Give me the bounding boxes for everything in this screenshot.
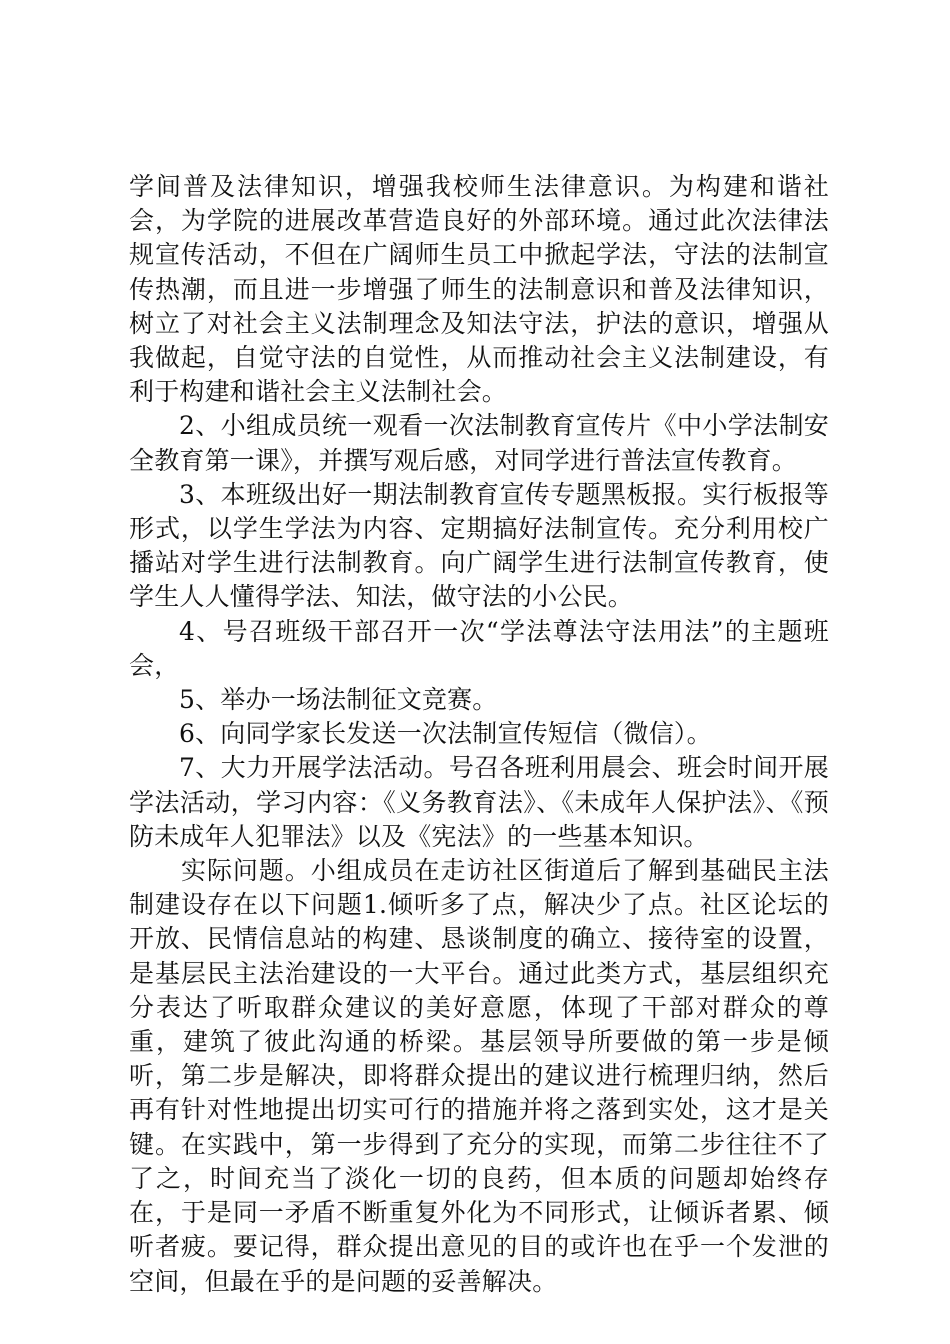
paragraph-intro-continuation: 学间普及法律知识，增强我校师生法律意识。为构建和谐社会，为学院的进展改革营造良好的外部环境。通过此次法律法规宣传活动，不但在广阔师生员工中掀起学法，守法的法制宣传热潮，而且进一步增强了师生的法制意识和普及法律知识，树立了对社会主义法制理念及知法守法，护法的意识，增强从我做起，自觉守法的自觉性，从而推动社会主义法制建设，有利于构建和谐社会主义法制社会。: [129, 172, 829, 407]
paragraph-item-6: 6、向同学家长发送一次法制宣传短信（微信）。: [179, 719, 712, 749]
paragraph-item-7: 7、大力开展学法活动。号召各班利用晨会、班会时间开展学法活动，学习内容：《义务教育法》、《未成年人保护法》、《预防未成年人犯罪法》以及《宪法》的一些基本知识。: [129, 753, 829, 851]
paragraph-item-2: 2、小组成员统一观看一次法制教育宣传片《中小学法制安全教育第一课》，并撰写观后感，对同学进行普法宣传教育。: [129, 411, 829, 475]
paragraph-practical-issues: 实际问题。小组成员在走访社区街道后了解到基础民主法制建设存在以下问题1.倾听多了点，解决少了点。社区论坛的开放、民情信息站的构建、恳谈制度的确立、接待室的设置，是基层民主法治建设的一大平台。通过此类方式，基层组织充分表达了听取群众建议的美好意愿，体现了干部对群众的尊重，建筑了彼此沟通的桥梁。基层领导所要做的第一步是倾听，第二步是解决，即将群众提出的建议进行梳理归纳，然后再有针对性地提出切实可行的措施并将之落到实处，这才是关键。在实践中，第一步得到了充分的实现，而第二步往往不了了之，时间充当了淡化一切的良药，但本质的问题却始终存在，于是同一矛盾不断重复外化为不同形式，让倾诉者累、倾听者疲。要记得，群众提出意见的目的或许也在乎一个发泄的空间，但最在乎的是问题的妥善解决。: [129, 856, 829, 1296]
document-body: [129, 170, 829, 1299]
paragraph-item-5: 5、举办一场法制征文竞赛。: [179, 685, 498, 715]
paragraph-item-3: 3、本班级出好一期法制教育宣传专题黑板报。实行板报等形式，以学生学法为内容、定期搞好法制宣传。充分利用校广播站对学生进行法制教育。向广阔学生进行法制宣传教育，使学生人人懂得学法、知法，做守法的小公民。: [129, 479, 829, 612]
paragraph-item-4: 4、号召班级干部召开一次“学法尊法守法用法”的主题班会，: [129, 616, 829, 680]
